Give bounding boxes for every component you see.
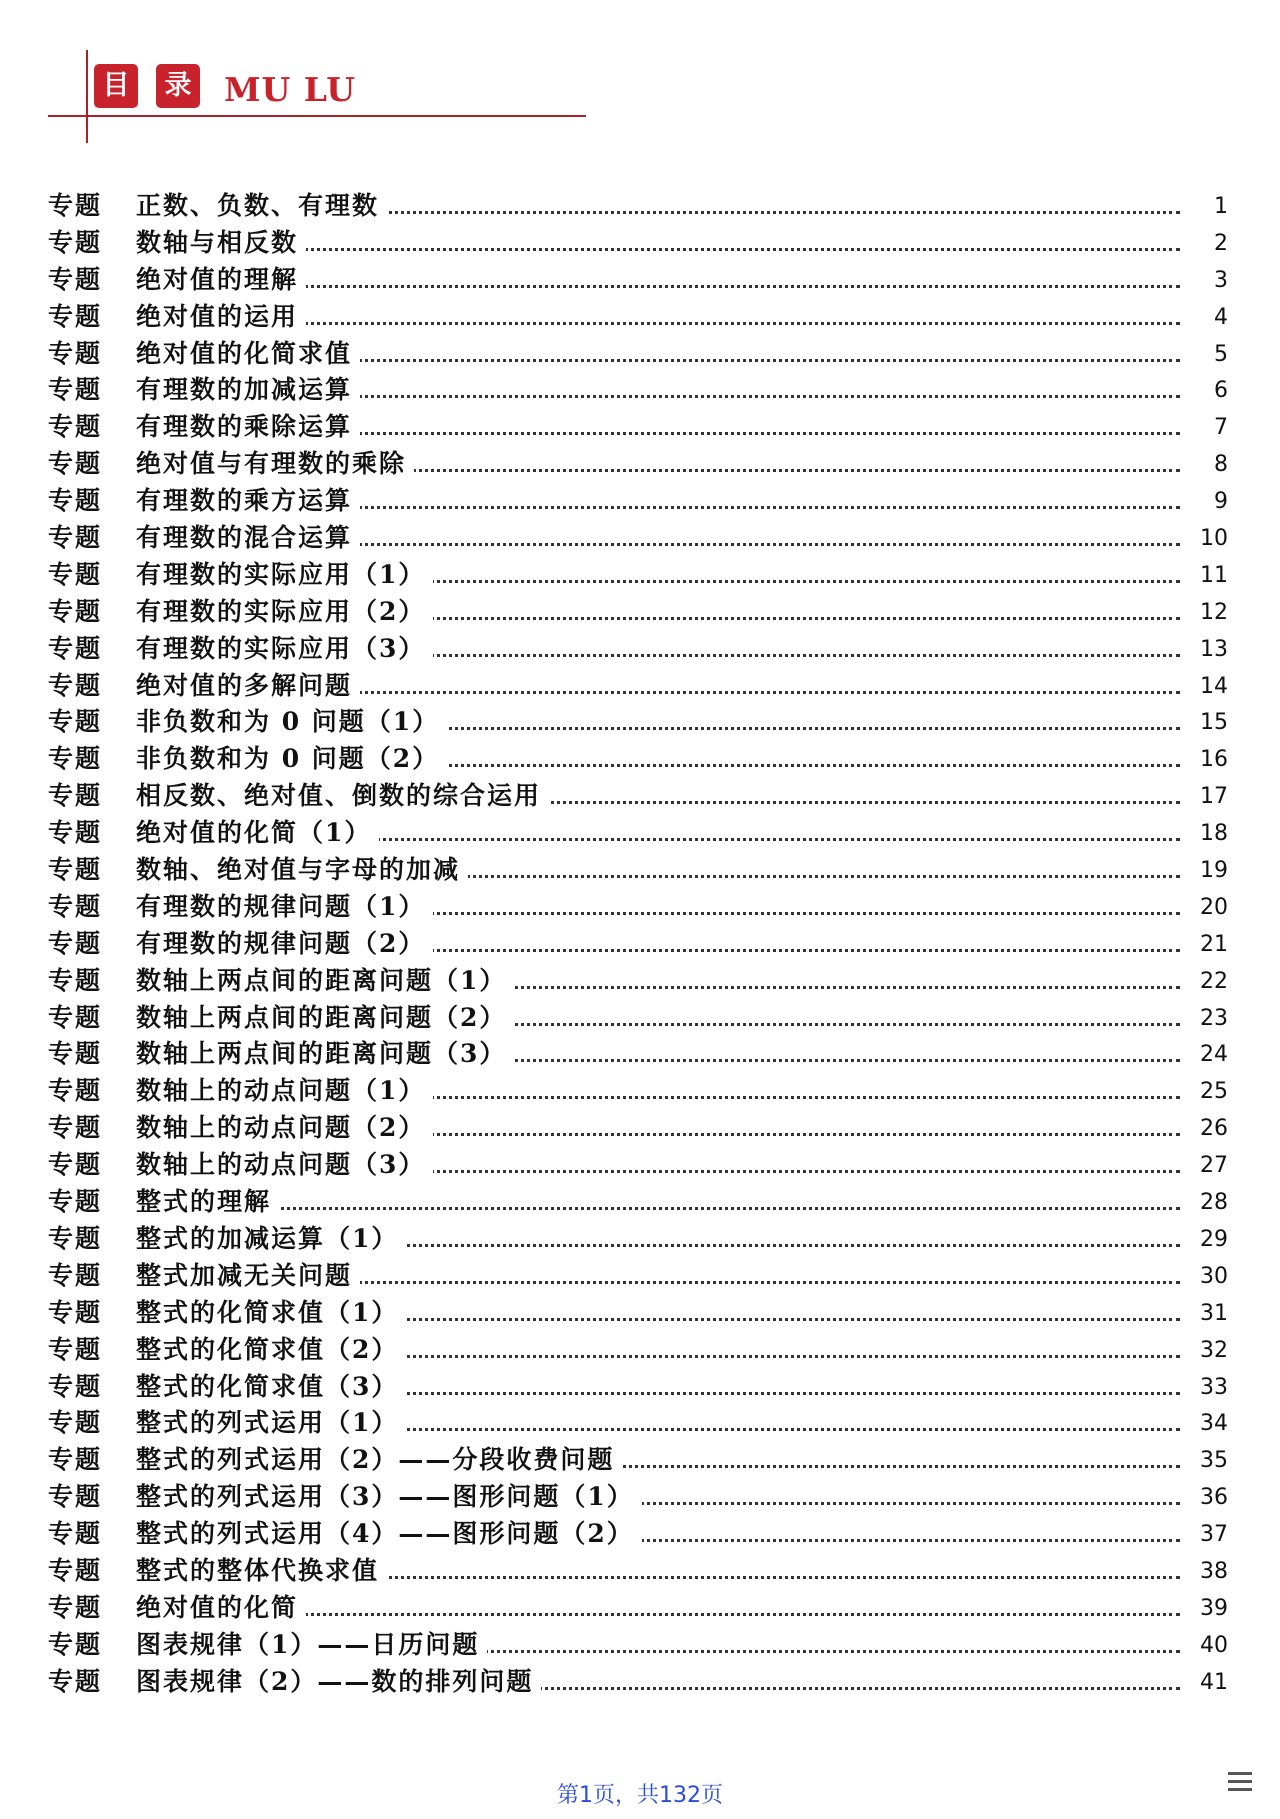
toc-entry-page-number: 11: [1200, 562, 1228, 588]
toc-entry-title: 绝对值与有理数的乘除: [136, 449, 414, 479]
toc-entry[interactable]: [48, 339, 1228, 376]
toc-entry-title: 相反数、绝对值、倒数的综合运用: [136, 781, 549, 811]
toc-entry[interactable]: [48, 1408, 1228, 1445]
toc-entry[interactable]: [48, 486, 1228, 523]
toc-entry-page-number: 29: [1200, 1226, 1228, 1252]
toc-entry-label: 专题: [48, 1113, 103, 1143]
toc-entry-label: 专题: [48, 1629, 103, 1659]
toc-entry-page-number: 40: [1200, 1632, 1228, 1658]
toc-entry-title: 有理数的实际应用（3）: [136, 634, 433, 664]
header-horizontal-rule: [48, 115, 586, 117]
toc-entry[interactable]: [48, 634, 1228, 671]
toc-entry-title: 绝对值的化简（1）: [136, 818, 379, 848]
toc-entry-page-number: 5: [1214, 341, 1228, 367]
toc-entry[interactable]: [48, 1630, 1228, 1667]
toc-entry-title: 整式的列式运用（2）——分段收费问题: [136, 1445, 622, 1475]
toc-entry-label: 专题: [48, 375, 103, 405]
toc-entry-page-number: 13: [1200, 636, 1228, 662]
toc-entry-page-number: 15: [1200, 710, 1228, 736]
toc-entry-label: 专题: [48, 855, 103, 885]
toc-entry[interactable]: [48, 1187, 1228, 1224]
page-indicator: 第1页，共132页: [557, 1783, 723, 1808]
toc-entry-label: 专题: [48, 191, 103, 220]
toc-entry-page-number: 9: [1214, 489, 1228, 515]
toc-entry-page-number: 25: [1200, 1079, 1228, 1105]
menu-icon-bar: [1228, 1780, 1252, 1783]
toc-entry-title: 有理数的加减运算: [136, 375, 360, 405]
toc-entry-label: 专题: [48, 1408, 103, 1438]
toc-entry-label: 专题: [48, 301, 103, 331]
toc-entry[interactable]: [48, 1298, 1228, 1335]
toc-entry-label: 专题: [48, 449, 103, 479]
toc-entry-page-number: 7: [1214, 415, 1228, 441]
toc-entry[interactable]: [48, 191, 1228, 228]
toc-entry-label: 专题: [48, 1150, 103, 1180]
toc-entry[interactable]: [48, 1113, 1228, 1150]
toc-entry-page-number: 8: [1214, 452, 1228, 478]
toc-entry-label: 专题: [48, 965, 103, 995]
toc-entry[interactable]: [48, 855, 1228, 892]
toc-entry-label: 专题: [48, 928, 103, 958]
header-char-box-lu: 录: [156, 64, 200, 108]
toc-entry-label: 专题: [48, 1371, 103, 1401]
toc-entry[interactable]: [48, 1519, 1228, 1556]
toc-entry[interactable]: [48, 375, 1228, 412]
toc-entry-title: 数轴上两点间的距离问题（1）: [136, 966, 514, 996]
toc-entry-page-number: 38: [1200, 1558, 1228, 1584]
toc-entry-page-number: 17: [1200, 784, 1228, 810]
toc-entry-title: 整式的整体代换求值: [136, 1556, 387, 1586]
toc-entry-label: 专题: [48, 338, 103, 368]
toc-entry[interactable]: [48, 597, 1228, 634]
toc-entry-title: 绝对值的多解问题: [136, 671, 360, 701]
toc-entry-page-number: 21: [1200, 931, 1228, 957]
toc-entry-page-number: 39: [1200, 1595, 1228, 1621]
toc-entry-label: 专题: [48, 1666, 103, 1696]
toc-entry-label: 专题: [48, 1260, 103, 1290]
toc-entry-page-number: 14: [1200, 673, 1228, 699]
toc-entry-title: 整式的化简求值（1）: [136, 1298, 406, 1328]
toc-entry-title: 数轴上的动点问题（2）: [136, 1113, 433, 1143]
toc-entry-label: 专题: [48, 559, 103, 589]
toc-entry-label: 专题: [48, 1592, 103, 1622]
toc-entry-title: 整式的加减运算（1）: [136, 1224, 406, 1254]
toc-entry-label: 专题: [48, 1187, 103, 1217]
toc-entry-title: 整式的列式运用（4）——图形问题（2）: [136, 1519, 642, 1549]
toc-entry-page-number: 30: [1200, 1263, 1228, 1289]
toc-entry-label: 专题: [48, 412, 103, 442]
toc-entry-label: 专题: [48, 1039, 103, 1069]
toc-entry-label: 专题: [48, 1076, 103, 1106]
toc-entry[interactable]: [48, 449, 1228, 486]
toc-entry[interactable]: [48, 707, 1228, 744]
toc-entry-label: 专题: [48, 891, 103, 921]
toc-entry[interactable]: [48, 671, 1228, 708]
toc-entry-title: 整式的化简求值（2）: [136, 1335, 406, 1365]
toc-entry-label: 专题: [48, 1519, 103, 1549]
toc-header: [0, 0, 620, 150]
toc-entry-label: 专题: [48, 1445, 103, 1475]
toc-entry-page-number: 4: [1214, 304, 1228, 330]
header-vertical-rule: [86, 50, 88, 143]
toc-entry-label: 专题: [48, 781, 103, 811]
toc-entry-page-number: 1: [1214, 194, 1228, 219]
toc-entry-page-number: 6: [1214, 378, 1228, 404]
toc-entry[interactable]: [48, 1224, 1228, 1261]
menu-icon-bar: [1228, 1788, 1252, 1791]
toc-entry-page-number: 2: [1214, 230, 1228, 256]
toc-entry-title: 非负数和为 0 问题（2）: [136, 744, 447, 774]
toc-entry[interactable]: [48, 412, 1228, 449]
toc-entry[interactable]: [48, 1039, 1228, 1076]
toc-entry-title: 数轴上两点间的距离问题（2）: [136, 1003, 514, 1033]
toc-entry-title: 有理数的规律问题（2）: [136, 929, 433, 959]
toc-entry-page-number: 16: [1200, 747, 1228, 773]
toc-entry-page-number: 34: [1200, 1411, 1228, 1437]
toc-entry-page-number: 31: [1200, 1300, 1228, 1326]
toc-entry-title: 绝对值的运用: [136, 302, 306, 332]
toc-entry-page-number: 24: [1200, 1042, 1228, 1068]
toc-entry-page-number: 3: [1214, 267, 1228, 293]
toc-entry-page-number: 23: [1200, 1005, 1228, 1031]
toc-entry-title: 整式的列式运用（1）: [136, 1408, 406, 1438]
toc-entry[interactable]: [48, 966, 1228, 1003]
toc-entry-title: 数轴上的动点问题（3）: [136, 1150, 433, 1180]
toc-entry-title: 图表规律（2）——数的排列问题: [136, 1667, 541, 1697]
toc-entry-label: 专题: [48, 1002, 103, 1032]
toc-entry[interactable]: [48, 1335, 1228, 1372]
toc-entry-page-number: 10: [1200, 526, 1228, 552]
toc-entry-title: 数轴与相反数: [136, 228, 306, 258]
toc-entry-page-number: 19: [1200, 858, 1228, 884]
toc-entry-label: 专题: [48, 1297, 103, 1327]
toc-entry-title: 有理数的乘方运算: [136, 486, 360, 516]
toc-entry[interactable]: [48, 523, 1228, 560]
toc-entry[interactable]: [48, 228, 1228, 265]
toc-entry-page-number: 32: [1200, 1337, 1228, 1363]
table-of-contents: [48, 191, 1228, 1704]
toc-entry-page-number: 22: [1200, 968, 1228, 994]
toc-entry-title: 有理数的实际应用（2）: [136, 597, 433, 627]
toc-entry-title: 整式的化简求值（3）: [136, 1372, 406, 1402]
toc-entry-page-number: 20: [1200, 894, 1228, 920]
toc-entry-page-number: 33: [1200, 1374, 1228, 1400]
toc-entry-page-number: 35: [1200, 1448, 1228, 1474]
toc-entry-label: 专题: [48, 596, 103, 626]
toc-entry-page-number: 36: [1200, 1485, 1228, 1511]
toc-entry-title: 有理数的实际应用（1）: [136, 560, 433, 590]
toc-entry-title: 绝对值的化简: [136, 1593, 306, 1623]
toc-entry-title: 数轴上的动点问题（1）: [136, 1076, 433, 1106]
toc-entry-title: 绝对值的化简求值: [136, 339, 360, 369]
toc-entry-label: 专题: [48, 1334, 103, 1364]
toc-entry-title: 整式加减无关问题: [136, 1261, 360, 1291]
toc-entry-title: 整式的理解: [136, 1187, 279, 1217]
toc-entry-label: 专题: [48, 818, 103, 848]
toc-entry-label: 专题: [48, 227, 103, 257]
toc-entry[interactable]: [48, 1667, 1228, 1704]
toc-entry-page-number: 37: [1200, 1522, 1228, 1548]
toc-entry-title: 有理数的乘除运算: [136, 412, 360, 442]
toc-entry-title: 数轴上两点间的距离问题（3）: [136, 1039, 514, 1069]
toc-entry-label: 专题: [48, 670, 103, 700]
toc-entry-page-number: 28: [1200, 1190, 1228, 1216]
toc-entry-title: 整式的列式运用（3）——图形问题（1）: [136, 1482, 642, 1512]
menu-icon-bar: [1228, 1772, 1252, 1775]
toc-entry-label: 专题: [48, 707, 103, 737]
toc-entry[interactable]: [48, 1556, 1228, 1593]
toc-entry-page-number: 12: [1200, 599, 1228, 625]
toc-entry[interactable]: [48, 1482, 1228, 1519]
menu-icon[interactable]: [1228, 1772, 1252, 1794]
toc-entry-label: 专题: [48, 1555, 103, 1585]
toc-entry-title: 有理数的混合运算: [136, 523, 360, 553]
toc-entry-label: 专题: [48, 744, 103, 774]
toc-entry-label: 专题: [48, 264, 103, 294]
toc-entry-page-number: 26: [1200, 1116, 1228, 1142]
header-char-box-mu: 目: [94, 64, 138, 108]
toc-entry-label: 专题: [48, 633, 103, 663]
toc-entry-label: 专题: [48, 523, 103, 553]
toc-entry[interactable]: [48, 1445, 1228, 1482]
toc-entry-title: 数轴、绝对值与字母的加减: [136, 855, 468, 885]
toc-entry[interactable]: [48, 302, 1228, 339]
toc-entry[interactable]: [48, 892, 1228, 929]
toc-entry-title: 正数、负数、有理数: [136, 191, 387, 221]
toc-entry-title: 图表规律（1）——日历问题: [136, 1630, 487, 1660]
toc-entry-title: 绝对值的理解: [136, 265, 306, 295]
toc-entry[interactable]: [48, 818, 1228, 855]
toc-entry[interactable]: [48, 265, 1228, 302]
toc-entry-page-number: 27: [1200, 1153, 1228, 1179]
toc-entry[interactable]: [48, 1593, 1228, 1630]
toc-entry[interactable]: [48, 1261, 1228, 1298]
toc-entry[interactable]: [48, 560, 1228, 597]
header-latin-title: MU LU: [224, 70, 356, 109]
toc-entry-page-number: 18: [1200, 821, 1228, 847]
toc-entry[interactable]: [48, 1076, 1228, 1113]
toc-entry[interactable]: [48, 1372, 1228, 1409]
toc-entry[interactable]: [48, 781, 1228, 818]
toc-entry[interactable]: [48, 1150, 1228, 1187]
toc-entry-label: 专题: [48, 486, 103, 516]
toc-entry-page-number: 41: [1200, 1669, 1228, 1695]
toc-entry-label: 专题: [48, 1223, 103, 1253]
toc-entry-title: 非负数和为 0 问题（1）: [136, 707, 447, 737]
toc-entry[interactable]: [48, 929, 1228, 966]
toc-entry-title: 有理数的规律问题（1）: [136, 892, 433, 922]
toc-entry[interactable]: [48, 1003, 1228, 1040]
toc-dot-leader: [136, 1207, 1180, 1210]
toc-entry[interactable]: [48, 744, 1228, 781]
toc-entry-label: 专题: [48, 1482, 103, 1512]
